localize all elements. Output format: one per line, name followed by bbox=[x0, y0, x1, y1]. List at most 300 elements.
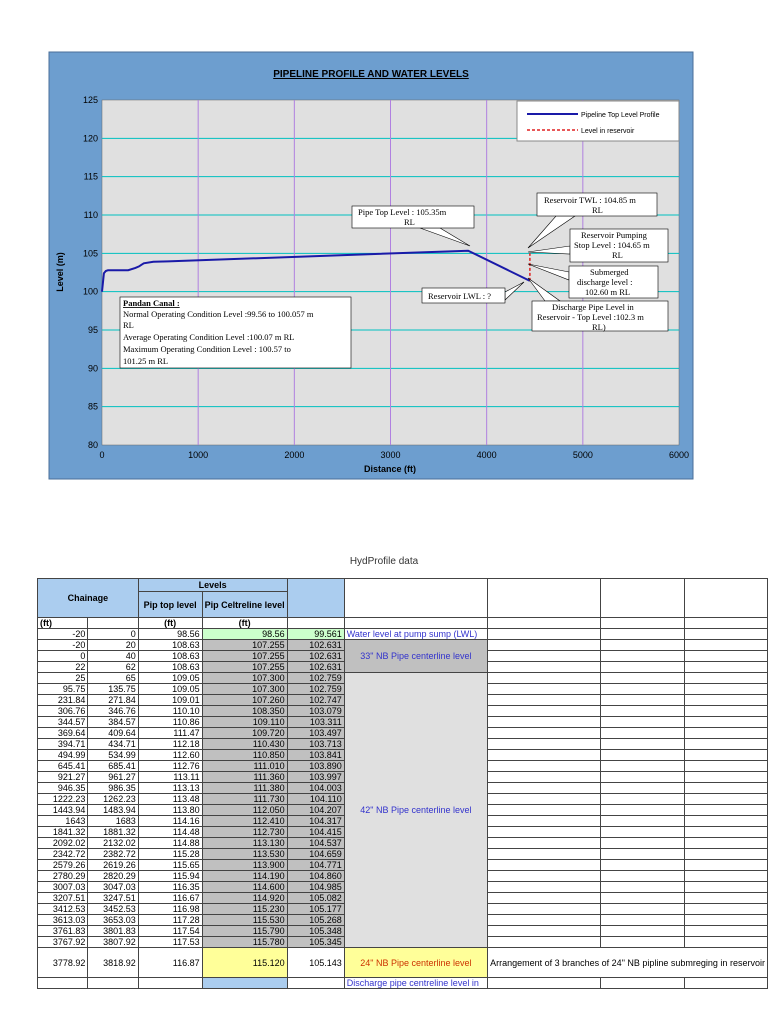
cell-partial[interactable] bbox=[684, 978, 767, 989]
cell-chainage-a[interactable]: 946.35 bbox=[38, 783, 88, 794]
cell-pip-top[interactable]: 116.87 bbox=[138, 948, 202, 978]
cell-chainage-a[interactable]: 3778.92 bbox=[38, 948, 88, 978]
cell-h[interactable] bbox=[601, 761, 684, 772]
cell-g[interactable] bbox=[488, 673, 601, 684]
cell-h[interactable] bbox=[601, 904, 684, 915]
cell-centreline[interactable]: 111.010 bbox=[202, 761, 287, 772]
cell-i[interactable] bbox=[684, 904, 767, 915]
cell-partial[interactable] bbox=[38, 978, 88, 989]
cell-chainage-b[interactable]: 961.27 bbox=[88, 772, 138, 783]
cell-pip-top[interactable]: 112.60 bbox=[138, 750, 202, 761]
cell-chainage-b[interactable]: 434.71 bbox=[88, 739, 138, 750]
cell-level-e[interactable]: 104.415 bbox=[287, 827, 344, 838]
cell-g[interactable] bbox=[488, 662, 601, 673]
cell-chainage-b[interactable]: 2132.02 bbox=[88, 838, 138, 849]
cell-g[interactable] bbox=[488, 816, 601, 827]
cell-chainage-a[interactable]: 95.75 bbox=[38, 684, 88, 695]
unit-pip-top[interactable]: (ft) bbox=[138, 618, 202, 629]
cell-h[interactable] bbox=[601, 794, 684, 805]
cell-h[interactable] bbox=[601, 893, 684, 904]
note-pump-sump[interactable]: Water level at pump sump (LWL) bbox=[344, 629, 487, 640]
cell-h[interactable] bbox=[601, 629, 684, 640]
cell-h[interactable] bbox=[601, 739, 684, 750]
cell-chainage-a[interactable]: 494.99 bbox=[38, 750, 88, 761]
cell-i[interactable] bbox=[684, 926, 767, 937]
cell-centreline[interactable]: 115.120 bbox=[202, 948, 287, 978]
cell-h[interactable] bbox=[601, 651, 684, 662]
cell-level-e[interactable]: 103.079 bbox=[287, 706, 344, 717]
cell-centreline[interactable]: 109.720 bbox=[202, 728, 287, 739]
cell-h[interactable] bbox=[601, 684, 684, 695]
cell-g[interactable] bbox=[488, 904, 601, 915]
cell-chainage-a[interactable]: 645.41 bbox=[38, 761, 88, 772]
cell-i[interactable] bbox=[684, 695, 767, 706]
cell-centreline[interactable]: 107.260 bbox=[202, 695, 287, 706]
cell-chainage-b[interactable]: 986.35 bbox=[88, 783, 138, 794]
cell-level-e[interactable]: 105.348 bbox=[287, 926, 344, 937]
cell-chainage-b[interactable]: 2619.26 bbox=[88, 860, 138, 871]
cell-g[interactable] bbox=[488, 739, 601, 750]
cell-h[interactable] bbox=[601, 871, 684, 882]
cell-pip-top[interactable]: 112.76 bbox=[138, 761, 202, 772]
cell-pip-top[interactable]: 115.94 bbox=[138, 871, 202, 882]
cell-level-e[interactable]: 103.311 bbox=[287, 717, 344, 728]
cell-level-e[interactable]: 104.317 bbox=[287, 816, 344, 827]
cell-chainage-a[interactable]: 2342.72 bbox=[38, 849, 88, 860]
cell-centreline[interactable]: 107.300 bbox=[202, 684, 287, 695]
cell-chainage-b[interactable]: 3047.03 bbox=[88, 882, 138, 893]
cell-h[interactable] bbox=[601, 849, 684, 860]
header-blank-h[interactable] bbox=[601, 579, 684, 618]
cell-i[interactable] bbox=[684, 706, 767, 717]
cell-chainage-a[interactable]: 306.76 bbox=[38, 706, 88, 717]
cell-i[interactable] bbox=[684, 871, 767, 882]
cell-partial[interactable] bbox=[488, 978, 601, 989]
cell-chainage-b[interactable]: 271.84 bbox=[88, 695, 138, 706]
cell-centreline[interactable]: 115.530 bbox=[202, 915, 287, 926]
cell-pip-top[interactable]: 98.56 bbox=[138, 629, 202, 640]
cell-chainage-b[interactable]: 65 bbox=[88, 673, 138, 684]
cell-level-e[interactable]: 103.497 bbox=[287, 728, 344, 739]
cell-g[interactable] bbox=[488, 849, 601, 860]
cell-pip-top[interactable]: 110.10 bbox=[138, 706, 202, 717]
cell-i[interactable] bbox=[684, 728, 767, 739]
cell-pip-top[interactable]: 108.63 bbox=[138, 662, 202, 673]
cell-chainage-b[interactable]: 534.99 bbox=[88, 750, 138, 761]
cell-h[interactable] bbox=[601, 706, 684, 717]
cell-chainage-a[interactable]: 3207.51 bbox=[38, 893, 88, 904]
table-row bbox=[38, 673, 768, 684]
cell-level-e[interactable]: 99.561 bbox=[287, 629, 344, 640]
cell-g[interactable] bbox=[488, 915, 601, 926]
callout-pandan-canal-text: Pandan Canal : Normal Operating Condition Level :99.56 to 100.057 m RL Average Operating Condition Level :100.07 m RL Maximum Operating Condition Level : 100.57 to 101.25 m RL bbox=[123, 298, 314, 366]
cell-g[interactable] bbox=[488, 937, 601, 948]
cell-g[interactable] bbox=[488, 805, 601, 816]
cell-pip-top[interactable]: 108.63 bbox=[138, 651, 202, 662]
cell-centreline[interactable]: 111.730 bbox=[202, 794, 287, 805]
cell-h[interactable] bbox=[601, 717, 684, 728]
cell-h[interactable] bbox=[601, 915, 684, 926]
cell-h[interactable] bbox=[601, 640, 684, 651]
cell-partial[interactable] bbox=[202, 978, 287, 989]
cell-pip-top[interactable]: 110.86 bbox=[138, 717, 202, 728]
cell-g[interactable] bbox=[488, 838, 601, 849]
cell-centreline[interactable]: 113.530 bbox=[202, 849, 287, 860]
y-tick-label: 85 bbox=[87, 401, 98, 412]
cell-centreline[interactable]: 114.190 bbox=[202, 871, 287, 882]
cell-level-e[interactable]: 105.177 bbox=[287, 904, 344, 915]
cell-chainage-a[interactable]: 1841.32 bbox=[38, 827, 88, 838]
header-pip-centreline[interactable]: Pip Celtreline level bbox=[202, 592, 287, 618]
unit-centreline[interactable]: (ft) bbox=[202, 618, 287, 629]
unit-f[interactable] bbox=[344, 618, 487, 629]
cell-chainage-b[interactable]: 135.75 bbox=[88, 684, 138, 695]
cell-level-e[interactable]: 103.841 bbox=[287, 750, 344, 761]
cell-chainage-a[interactable]: 25 bbox=[38, 673, 88, 684]
cell-chainage-a[interactable]: 22 bbox=[38, 662, 88, 673]
cell-chainage-b[interactable]: 2820.29 bbox=[88, 871, 138, 882]
cell-chainage-b[interactable]: 62 bbox=[88, 662, 138, 673]
y-tick-label: 95 bbox=[87, 325, 98, 335]
cell-chainage-a[interactable]: 921.27 bbox=[38, 772, 88, 783]
unit-i[interactable] bbox=[684, 618, 767, 629]
cell-level-e[interactable]: 104.860 bbox=[287, 871, 344, 882]
cell-g[interactable] bbox=[488, 882, 601, 893]
cell-pip-top[interactable]: 109.05 bbox=[138, 684, 202, 695]
header-blank-f[interactable] bbox=[344, 579, 487, 618]
header-blank-g[interactable] bbox=[488, 579, 601, 618]
cell-h[interactable] bbox=[601, 805, 684, 816]
cell-h[interactable] bbox=[601, 673, 684, 684]
cell-centreline[interactable]: 112.050 bbox=[202, 805, 287, 816]
header-chainage[interactable]: Chainage bbox=[38, 579, 139, 618]
cell-centreline[interactable]: 113.900 bbox=[202, 860, 287, 871]
cell-level-e[interactable]: 104.985 bbox=[287, 882, 344, 893]
cell-centreline[interactable]: 107.255 bbox=[202, 662, 287, 673]
cell-chainage-b[interactable]: 346.76 bbox=[88, 706, 138, 717]
y-tick-label: 120 bbox=[82, 133, 98, 144]
cell-g[interactable] bbox=[488, 684, 601, 695]
cell-centreline[interactable]: 112.410 bbox=[202, 816, 287, 827]
cell-i[interactable] bbox=[684, 750, 767, 761]
cell-pip-top[interactable]: 109.01 bbox=[138, 695, 202, 706]
cell-chainage-a[interactable]: 3412.53 bbox=[38, 904, 88, 915]
cell-h[interactable] bbox=[601, 662, 684, 673]
cell-chainage-b[interactable]: 1683 bbox=[88, 816, 138, 827]
cell-level-e[interactable]: 104.659 bbox=[287, 849, 344, 860]
cell-chainage-b[interactable]: 1881.32 bbox=[88, 827, 138, 838]
cell-h[interactable] bbox=[601, 937, 684, 948]
cell-i[interactable] bbox=[684, 882, 767, 893]
cell-chainage-b[interactable]: 40 bbox=[88, 651, 138, 662]
cell-h[interactable] bbox=[601, 882, 684, 893]
cell-h[interactable] bbox=[601, 695, 684, 706]
cell-i[interactable] bbox=[684, 629, 767, 640]
cell-pip-top[interactable]: 113.48 bbox=[138, 794, 202, 805]
cell-pip-top[interactable]: 112.18 bbox=[138, 739, 202, 750]
cell-chainage-a[interactable]: 1222.23 bbox=[38, 794, 88, 805]
cell-h[interactable] bbox=[601, 750, 684, 761]
cell-partial[interactable] bbox=[88, 978, 138, 989]
cell-chainage-a[interactable]: 3007.03 bbox=[38, 882, 88, 893]
cell-g[interactable] bbox=[488, 761, 601, 772]
cell-h[interactable] bbox=[601, 816, 684, 827]
cell-chainage-b[interactable]: 409.64 bbox=[88, 728, 138, 739]
cell-chainage-a[interactable]: 0 bbox=[38, 651, 88, 662]
cell-centreline[interactable]: 112.730 bbox=[202, 827, 287, 838]
unit-e[interactable] bbox=[287, 618, 344, 629]
cell-h[interactable] bbox=[601, 926, 684, 937]
legend-reservoir-label: Level in reservoir bbox=[581, 128, 635, 135]
hydprofile-table bbox=[37, 578, 768, 989]
cell-partial[interactable] bbox=[138, 978, 202, 989]
cell-pip-top[interactable]: 111.47 bbox=[138, 728, 202, 739]
cell-centreline[interactable]: 115.230 bbox=[202, 904, 287, 915]
cell-pip-top[interactable]: 116.67 bbox=[138, 893, 202, 904]
cell-pip-top[interactable]: 117.28 bbox=[138, 915, 202, 926]
unit-h[interactable] bbox=[601, 618, 684, 629]
note-33nb[interactable]: 33" NB Pipe centerline level bbox=[344, 640, 487, 673]
cell-i[interactable] bbox=[684, 662, 767, 673]
cell-chainage-a[interactable]: -20 bbox=[38, 640, 88, 651]
cell-chainage-b[interactable]: 0 bbox=[88, 629, 138, 640]
cell-g[interactable] bbox=[488, 860, 601, 871]
cell-chainage-b[interactable]: 3818.92 bbox=[88, 948, 138, 978]
callout-reservoir-pumping-text: Reservoir Pumping Stop Level : 104.65 m RL bbox=[574, 230, 650, 260]
cell-level-e[interactable]: 105.345 bbox=[287, 937, 344, 948]
unit-g[interactable] bbox=[488, 618, 601, 629]
cell-chainage-a[interactable]: 2092.02 bbox=[38, 838, 88, 849]
cell-centreline[interactable]: 111.360 bbox=[202, 772, 287, 783]
cell-chainage-b[interactable]: 685.41 bbox=[88, 761, 138, 772]
cell-g[interactable] bbox=[488, 728, 601, 739]
cell-g[interactable] bbox=[488, 871, 601, 882]
cell-chainage-a[interactable]: 1643 bbox=[38, 816, 88, 827]
cell-pip-top[interactable]: 115.28 bbox=[138, 849, 202, 860]
cell-chainage-b[interactable]: 20 bbox=[88, 640, 138, 651]
cell-chainage-b[interactable]: 3247.51 bbox=[88, 893, 138, 904]
cell-chainage-b[interactable]: 3653.03 bbox=[88, 915, 138, 926]
cell-chainage-a[interactable]: 394.71 bbox=[38, 739, 88, 750]
table-body bbox=[38, 579, 768, 989]
cell-i[interactable] bbox=[684, 717, 767, 728]
cell-chainage-a[interactable]: 344.57 bbox=[38, 717, 88, 728]
cell-centreline[interactable]: 109.110 bbox=[202, 717, 287, 728]
header-pip-top[interactable]: Pip top level bbox=[138, 592, 202, 618]
cell-g[interactable] bbox=[488, 717, 601, 728]
cell-pip-top[interactable]: 115.65 bbox=[138, 860, 202, 871]
cell-chainage-b[interactable]: 3801.83 bbox=[88, 926, 138, 937]
cell-level-e[interactable]: 102.631 bbox=[287, 640, 344, 651]
cell-centreline[interactable]: 98.56 bbox=[202, 629, 287, 640]
cell-chainage-a[interactable]: 3613.03 bbox=[38, 915, 88, 926]
y-tick-label: 115 bbox=[83, 171, 98, 182]
cell-h[interactable] bbox=[601, 728, 684, 739]
cell-g[interactable] bbox=[488, 706, 601, 717]
cell-centreline[interactable]: 115.780 bbox=[202, 937, 287, 948]
cell-g[interactable] bbox=[488, 783, 601, 794]
cell-g[interactable] bbox=[488, 772, 601, 783]
cell-i[interactable] bbox=[684, 849, 767, 860]
x-tick-label: 6000 bbox=[668, 450, 690, 460]
cell-pip-top[interactable]: 113.13 bbox=[138, 783, 202, 794]
cell-i[interactable] bbox=[684, 684, 767, 695]
cell-g[interactable] bbox=[488, 827, 601, 838]
note-42nb[interactable]: 42" NB Pipe centerline level bbox=[344, 673, 487, 948]
cell-i[interactable] bbox=[684, 772, 767, 783]
cell-i[interactable] bbox=[684, 893, 767, 904]
cell-chainage-a[interactable]: 3761.83 bbox=[38, 926, 88, 937]
y-axis-label: Level (m) bbox=[55, 252, 65, 292]
cell-pip-top[interactable]: 117.53 bbox=[138, 937, 202, 948]
cell-i[interactable] bbox=[684, 651, 767, 662]
x-tick-label: 5000 bbox=[572, 450, 593, 460]
cell-i[interactable] bbox=[684, 915, 767, 926]
cell-i[interactable] bbox=[684, 838, 767, 849]
cell-centreline[interactable]: 111.380 bbox=[202, 783, 287, 794]
cell-chainage-a[interactable]: 1443.94 bbox=[38, 805, 88, 816]
cell-chainage-a[interactable]: 231.84 bbox=[38, 695, 88, 706]
y-tick-label: 100 bbox=[82, 286, 98, 297]
note-discharge-partial[interactable]: Discharge pipe centreline level in bbox=[344, 978, 487, 989]
cell-level-e[interactable]: 105.082 bbox=[287, 893, 344, 904]
cell-i[interactable] bbox=[684, 761, 767, 772]
cell-pip-top[interactable]: 114.16 bbox=[138, 816, 202, 827]
cell-level-e[interactable]: 105.268 bbox=[287, 915, 344, 926]
cell-centreline[interactable]: 107.300 bbox=[202, 673, 287, 684]
cell-centreline[interactable]: 115.790 bbox=[202, 926, 287, 937]
unit-blank[interactable] bbox=[88, 618, 138, 629]
x-tick-label: 4000 bbox=[476, 450, 497, 460]
cell-pip-top[interactable]: 116.98 bbox=[138, 904, 202, 915]
cell-chainage-b[interactable]: 1483.94 bbox=[88, 805, 138, 816]
cell-pip-top[interactable]: 114.88 bbox=[138, 838, 202, 849]
sheet-title: HydProfile data bbox=[349, 556, 419, 567]
cell-i[interactable] bbox=[684, 739, 767, 750]
cell-i[interactable] bbox=[684, 816, 767, 827]
cell-level-e[interactable]: 104.537 bbox=[287, 838, 344, 849]
cell-g[interactable] bbox=[488, 651, 601, 662]
cell-i[interactable] bbox=[684, 640, 767, 651]
cell-centreline[interactable]: 110.430 bbox=[202, 739, 287, 750]
x-tick-label: 3000 bbox=[380, 450, 401, 460]
pipeline-profile-chart bbox=[0, 0, 768, 500]
cell-partial[interactable] bbox=[601, 978, 684, 989]
cell-i[interactable] bbox=[684, 805, 767, 816]
cell-chainage-a[interactable]: 3767.92 bbox=[38, 937, 88, 948]
y-tick-label: 105 bbox=[82, 248, 98, 259]
cell-level-e[interactable]: 104.207 bbox=[287, 805, 344, 816]
header-blank-e[interactable] bbox=[287, 579, 344, 618]
cell-chainage-a[interactable]: 2780.29 bbox=[38, 871, 88, 882]
cell-level-e[interactable]: 102.631 bbox=[287, 662, 344, 673]
callout-submerged-text: Submerged discharge level : 102.60 m RL bbox=[577, 267, 633, 297]
cell-h[interactable] bbox=[601, 783, 684, 794]
cell-i[interactable] bbox=[684, 783, 767, 794]
cell-i[interactable] bbox=[684, 794, 767, 805]
cell-centreline[interactable]: 107.255 bbox=[202, 640, 287, 651]
cell-h[interactable] bbox=[601, 772, 684, 783]
cell-level-e[interactable]: 102.631 bbox=[287, 651, 344, 662]
y-tick-label: 90 bbox=[87, 363, 98, 374]
note-branches[interactable]: Arrangement of 3 branches of 24" NB pipline submreging in reservoir bbox=[488, 948, 768, 978]
note-24nb[interactable]: 24" NB Pipe centerline level bbox=[344, 948, 487, 978]
callout-reservoir-lwl-text: Reservoir LWL : ? bbox=[428, 291, 492, 301]
cell-centreline[interactable]: 107.255 bbox=[202, 651, 287, 662]
cell-chainage-b[interactable]: 3807.92 bbox=[88, 937, 138, 948]
cell-g[interactable] bbox=[488, 629, 601, 640]
cell-i[interactable] bbox=[684, 673, 767, 684]
header-blank-i[interactable] bbox=[684, 579, 767, 618]
cell-level-e[interactable]: 102.747 bbox=[287, 695, 344, 706]
unit-chainage[interactable]: (ft) bbox=[38, 618, 88, 629]
cell-level-e[interactable]: 103.997 bbox=[287, 772, 344, 783]
callout-discharge-text: Discharge Pipe Level in Reservoir - Top Level :102.3 m RL) bbox=[537, 302, 644, 332]
cell-h[interactable] bbox=[601, 827, 684, 838]
cell-chainage-b[interactable]: 1262.23 bbox=[88, 794, 138, 805]
cell-pip-top[interactable]: 117.54 bbox=[138, 926, 202, 937]
cell-level-e[interactable]: 104.771 bbox=[287, 860, 344, 871]
y-tick-label: 125 bbox=[82, 95, 98, 105]
x-tick-label: 2000 bbox=[284, 450, 305, 460]
cell-partial[interactable] bbox=[287, 978, 344, 989]
cell-chainage-b[interactable]: 384.57 bbox=[88, 717, 138, 728]
cell-pip-top[interactable]: 108.63 bbox=[138, 640, 202, 651]
cell-centreline[interactable]: 113.130 bbox=[202, 838, 287, 849]
cell-level-e[interactable]: 102.759 bbox=[287, 673, 344, 684]
cell-pip-top[interactable]: 113.80 bbox=[138, 805, 202, 816]
cell-chainage-a[interactable]: -20 bbox=[38, 629, 88, 640]
cell-chainage-a[interactable]: 369.64 bbox=[38, 728, 88, 739]
cell-pip-top[interactable]: 116.35 bbox=[138, 882, 202, 893]
cell-chainage-a[interactable]: 2579.26 bbox=[38, 860, 88, 871]
cell-g[interactable] bbox=[488, 794, 601, 805]
x-tick-label: 1000 bbox=[188, 450, 209, 460]
cell-chainage-b[interactable]: 3452.53 bbox=[88, 904, 138, 915]
legend bbox=[517, 101, 679, 141]
cell-centreline[interactable]: 114.920 bbox=[202, 893, 287, 904]
cell-i[interactable] bbox=[684, 827, 767, 838]
cell-centreline[interactable]: 108.350 bbox=[202, 706, 287, 717]
callout-reservoir-twl-text: Reservoir TWL : 104.85 m RL bbox=[544, 195, 636, 215]
cell-i[interactable] bbox=[684, 860, 767, 871]
cell-level-e[interactable]: 103.713 bbox=[287, 739, 344, 750]
cell-level-e[interactable]: 104.003 bbox=[287, 783, 344, 794]
cell-g[interactable] bbox=[488, 893, 601, 904]
cell-level-e[interactable]: 103.890 bbox=[287, 761, 344, 772]
cell-level-e[interactable]: 105.143 bbox=[287, 948, 344, 978]
cell-centreline[interactable]: 114.600 bbox=[202, 882, 287, 893]
cell-g[interactable] bbox=[488, 750, 601, 761]
table-row bbox=[38, 948, 768, 978]
header-levels[interactable]: Levels bbox=[138, 579, 287, 592]
table-row-partial bbox=[38, 978, 768, 989]
cell-chainage-b[interactable]: 2382.72 bbox=[88, 849, 138, 860]
cell-g[interactable] bbox=[488, 640, 601, 651]
cell-pip-top[interactable]: 113.11 bbox=[138, 772, 202, 783]
legend-pipeline-label: Pipeline Top Level Profile bbox=[581, 112, 660, 119]
cell-g[interactable] bbox=[488, 926, 601, 937]
cell-i[interactable] bbox=[684, 937, 767, 948]
cell-h[interactable] bbox=[601, 860, 684, 871]
cell-pip-top[interactable]: 114.48 bbox=[138, 827, 202, 838]
cell-g[interactable] bbox=[488, 695, 601, 706]
cell-level-e[interactable]: 102.759 bbox=[287, 684, 344, 695]
cell-level-e[interactable]: 104.110 bbox=[287, 794, 344, 805]
cell-centreline[interactable]: 110.850 bbox=[202, 750, 287, 761]
cell-h[interactable] bbox=[601, 838, 684, 849]
cell-pip-top[interactable]: 109.05 bbox=[138, 673, 202, 684]
